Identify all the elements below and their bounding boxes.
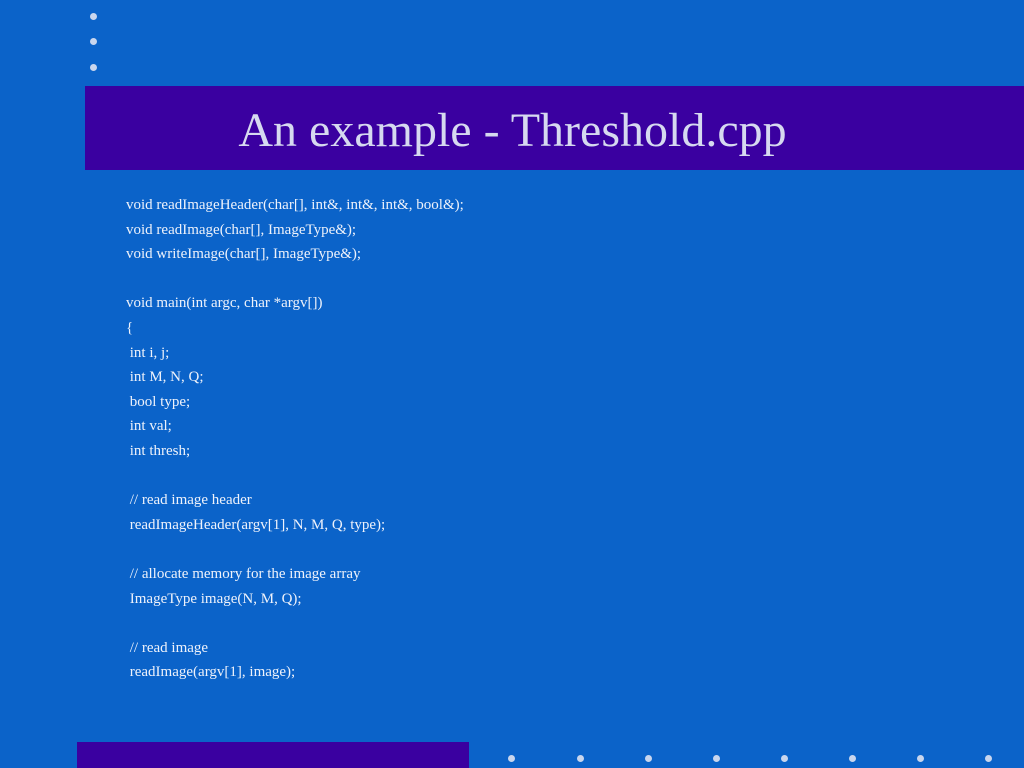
code-line: // read image header [126, 492, 252, 509]
code-line: int M, N, Q; [126, 369, 204, 386]
code-line: void main(int argc, char *argv[]) [126, 295, 323, 312]
code-line [126, 537, 1006, 562]
decorative-dot [849, 755, 856, 762]
code-line: readImage(argv[1], image); [126, 664, 296, 681]
code-line [126, 464, 1006, 489]
decorative-dot [917, 755, 924, 762]
decorative-dot [645, 755, 652, 762]
footer-band [77, 742, 469, 768]
code-line: int i, j; [126, 344, 170, 361]
code-block [126, 193, 1006, 685]
decorative-dot [713, 755, 720, 762]
title-band [85, 86, 1024, 170]
code-line [126, 611, 1006, 636]
decorative-dot [90, 38, 97, 45]
decorative-dot [577, 755, 584, 762]
code-line: readImageHeader(argv[1], N, M, Q, type); [126, 516, 386, 533]
decorative-dot [508, 755, 515, 762]
code-line: // allocate memory for the image array [126, 565, 361, 582]
code-line: bool type; [126, 393, 191, 410]
code-line: { [126, 319, 134, 336]
decorative-dot [90, 13, 97, 20]
code-line: void readImage(char[], ImageType&); [126, 221, 357, 238]
decorative-dot [985, 755, 992, 762]
slide-title: An example - Threshold.cpp [238, 104, 787, 157]
decorative-dot [781, 755, 788, 762]
code-line [126, 267, 1006, 292]
decorative-dot [90, 64, 97, 71]
code-line: // read image [126, 639, 209, 656]
code-line: void readImageHeader(char[], int&, int&, int&, bool&); [126, 197, 464, 213]
code-line: int thresh; [126, 442, 191, 459]
code-line: ImageType image(N, M, Q); [126, 590, 302, 607]
code-line: void writeImage(char[], ImageType&); [126, 246, 362, 263]
code-line: int val; [126, 418, 172, 435]
